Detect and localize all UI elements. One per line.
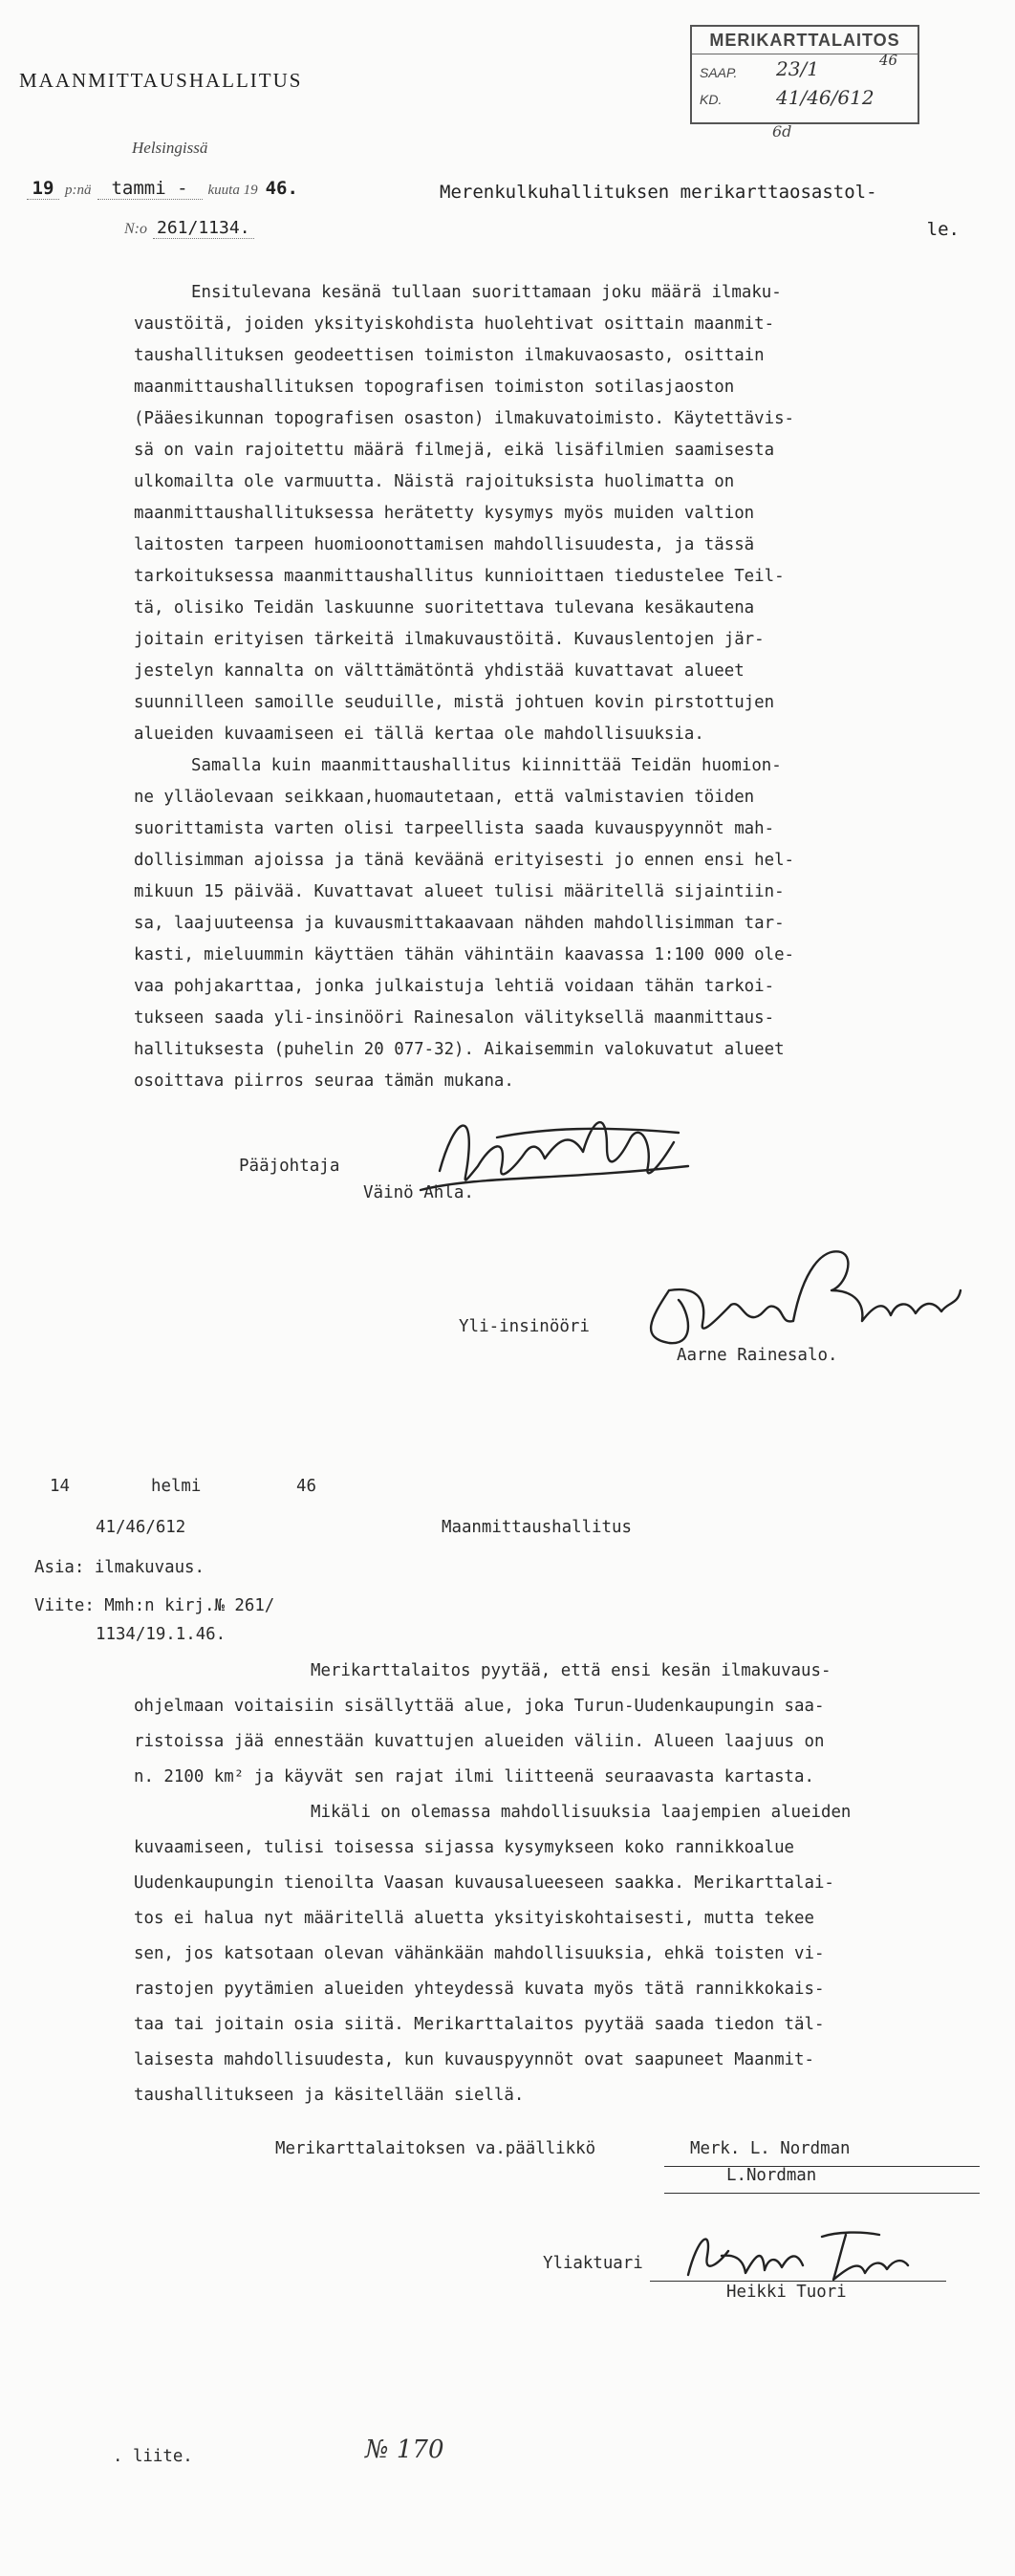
text-line: maanmittaushallituksessa herätetty kysymys myös muiden valtion xyxy=(134,504,755,523)
text-line: jestelyn kannalta on välttämätöntä yhdistää kuvattavat alueet xyxy=(134,661,745,681)
stamp-title: MERIKARTTALAITOS xyxy=(692,31,918,54)
text-line: laitosten tarpeen huomioonottamisen mahdollisuudesta, ja tässä xyxy=(134,535,755,554)
text-line: ristoissa jää ennestään kuvattujen alueiden väliin. Alueen laajuus on xyxy=(134,1732,825,1751)
reply-paragraph-2 xyxy=(134,1795,851,2113)
stamp-saap-value: 23/1 xyxy=(776,57,819,80)
text-line: vaustöitä, joiden yksityiskohdista huolehtivat osittain maanmit- xyxy=(134,314,775,334)
stamp-kd-label: KD. xyxy=(700,92,723,107)
reply-date-year: 46 xyxy=(296,1477,316,1496)
text-line: hallituksesta (puhelin 20 077-32). Aikaisemmin valokuvatut alueet xyxy=(134,1040,785,1059)
text-line: Ensitulevana kesänä tullaan suorittamaan joku määrä ilmaku- xyxy=(191,283,782,302)
text-line: maanmittaushallituksen topografisen toimiston sotilasjaoston xyxy=(134,378,735,397)
reply-paragraph-1 xyxy=(134,1654,851,1795)
recipient-line-2: le. xyxy=(926,219,960,240)
text-line: joitain erityisen tärkeitä ilmakuvaustöitä. Kuvauslentojen jär- xyxy=(134,630,765,649)
reply-date-month: helmi xyxy=(151,1477,202,1496)
reply-reference-line-1: Viite: Mmh:n kirj.№ 261/ xyxy=(34,1596,275,1615)
reply-cosigner-title: Yliaktuari xyxy=(543,2254,643,2273)
text-line: sa, laajuuteensa ja kuvausmittakaavaan nähden mahdollisimman tar- xyxy=(134,914,785,933)
text-line: taa tai joitain osia siitä. Merikarttalaitos pyytää saada tiedon täl- xyxy=(134,2015,825,2034)
text-line: suunnilleen samoille seuduille, mistä johtuen kovin pirstottujen xyxy=(134,693,775,712)
text-line: tä, olisiko Teidän laskuunne suoritettava tulevana kesäkautena xyxy=(134,598,755,617)
reply-signer-title: Merikarttalaitoksen va.päällikkö xyxy=(275,2139,596,2158)
signature-line xyxy=(664,2166,980,2167)
letter-recipient xyxy=(440,174,984,249)
ref-label: N:o xyxy=(124,221,147,237)
text-line: kuvaamiseen, tulisi toisessa sijassa kysymykseen koko rannikkoalue xyxy=(134,1838,795,1857)
text-line: rastojen pyytämien alueiden yhteydessä kuvata myös tätä rannikkokais- xyxy=(134,1980,825,1999)
reply-signer-typed: Merk. L. Nordman xyxy=(690,2139,851,2158)
reply-subject: Asia: ilmakuvaus. xyxy=(34,1558,205,1577)
stamp-handwritten-note: 6d xyxy=(772,122,792,141)
text-line: (Pääesikunnan topografisen osaston) ilmakuvatoimisto. Käytettävis- xyxy=(134,409,795,428)
date-year: 46. xyxy=(265,178,298,199)
text-line: ohjelmaan voitaisiin sisällyttää alue, joka Turun-Uudenkaupungin saa- xyxy=(134,1697,825,1716)
enclosure-note: . liite. xyxy=(113,2447,193,2466)
text-line: n. 2100 km² ja käyvät sen rajat ilmi liitteenä seuraavasta kartasta. xyxy=(134,1767,814,1786)
text-line: laisesta mahdollisuudesta, kun kuvauspyynnöt ovat saapuneet Maanmit- xyxy=(134,2050,814,2069)
date-day-label: p:nä xyxy=(65,183,92,198)
stamp-saap-label: SAAP. xyxy=(700,65,738,80)
text-line: Samalla kuin maanmittaushallitus kiinnittää Teidän huomion- xyxy=(191,756,782,775)
letter-paragraph-2-cont xyxy=(134,782,794,1097)
reply-reference: 41/46/612 xyxy=(96,1518,186,1537)
letter-reference xyxy=(124,218,254,238)
reply-body xyxy=(134,1654,851,2113)
text-line: Merikarttalaitos pyytää, että ensi kesän ilmakuvaus- xyxy=(311,1661,831,1680)
director-name: Väinö Ahla. xyxy=(363,1183,474,1202)
received-stamp xyxy=(690,25,919,124)
reply-addressee: Maanmittaushallitus xyxy=(442,1518,632,1537)
recipient-line-1: Merenkulkuhallituksen merikarttaosastol- xyxy=(440,182,877,203)
text-line: kasti, mieluummin käyttäen tähän vähintäin kaavassa 1:100 000 ole- xyxy=(134,945,795,964)
date-day: 19 xyxy=(27,178,59,200)
reply-reference-line-2: 1134/19.1.46. xyxy=(96,1625,227,1644)
text-line: ne ylläolevaan seikkaan,huomautetaan, että valmistavien töiden xyxy=(134,788,755,807)
letter-city: Helsingissä xyxy=(132,139,208,157)
text-line: Mikäli on olemassa mahdollisuuksia laajempien alueiden xyxy=(311,1803,852,1822)
text-line: Uudenkaupungin tienoilta Vaasan kuvausalueeseen saakka. Merikarttalai- xyxy=(134,1873,834,1893)
stamp-year-value: 46 xyxy=(879,52,898,69)
text-line: tukseen saada yli-insinööri Rainesalon välityksellä maanmittaus- xyxy=(134,1008,775,1028)
letter-paragraph-1-cont xyxy=(134,309,794,750)
text-line: tarkoituksessa maanmittaushallitus kunnioittaen tiedustelee Teil- xyxy=(134,567,785,586)
chief-engineer-name: Aarne Rainesalo. xyxy=(677,1346,838,1365)
letter-date xyxy=(27,178,298,200)
text-line: mikuun 15 päivää. Kuvattavat alueet tulisi määritellä sijaintiin- xyxy=(134,882,785,901)
letter-paragraph-1 xyxy=(191,277,794,309)
text-line: suorittamista varten olisi tarpeellista saada kuvauspyynnöt mah- xyxy=(134,819,775,838)
reply-cosigner-name: Heikki Tuori xyxy=(726,2283,847,2302)
text-line: vaa pohjakarttaa, jonka julkaistuja lehtiä voidaan tähän tarkoi- xyxy=(134,977,775,996)
text-line: sä on vain rajoitettu määrä filmejä, eikä lisäfilmien saamisesta xyxy=(134,441,775,460)
reply-date-day: 14 xyxy=(50,1477,70,1496)
text-line: taushallituksen geodeettisen toimiston ilmakuvaosasto, osittain xyxy=(134,346,765,365)
date-month: tammi - xyxy=(97,178,203,200)
reply-signer-name: L.Nordman xyxy=(726,2166,817,2185)
text-line: osoittava piirros seuraa tämän mukana. xyxy=(134,1072,514,1091)
stamp-kd-value: 41/46/612 xyxy=(776,86,875,109)
signature-line xyxy=(650,2281,946,2282)
text-line: sen, jos katsotaan olevan vähänkään mahdollisuuksia, ehkä toisten vi- xyxy=(134,1944,825,1963)
letter-paragraph-2 xyxy=(191,750,794,782)
director-title: Pääjohtaja xyxy=(239,1157,340,1176)
text-line: taushallitukseen ja käsitellään siellä. xyxy=(134,2086,525,2105)
text-line: tos ei halua nyt määritellä aluetta yksityiskohtaisesti, mutta tekee xyxy=(134,1909,814,1928)
signature-line xyxy=(664,2193,980,2194)
date-month-label: kuuta 19 xyxy=(207,183,258,198)
letter-body xyxy=(134,277,794,1097)
organization-title: MAANMITTAUSHALLITUS xyxy=(19,69,303,92)
chief-engineer-title: Yli-insinööri xyxy=(459,1317,590,1336)
text-line: ulkomailta ole varmuutta. Näistä rajoituksista huolimatta on xyxy=(134,472,735,491)
ref-value: 261/1134. xyxy=(153,218,254,239)
text-line: alueiden kuvaamiseen ei tällä kertaa ole mahdollisuuksia. xyxy=(134,725,704,744)
text-line: dollisimman ajoissa ja tänä keväänä erityisesti jo ennen ensi hel- xyxy=(134,851,795,870)
handwritten-number: № 170 xyxy=(365,2435,444,2464)
